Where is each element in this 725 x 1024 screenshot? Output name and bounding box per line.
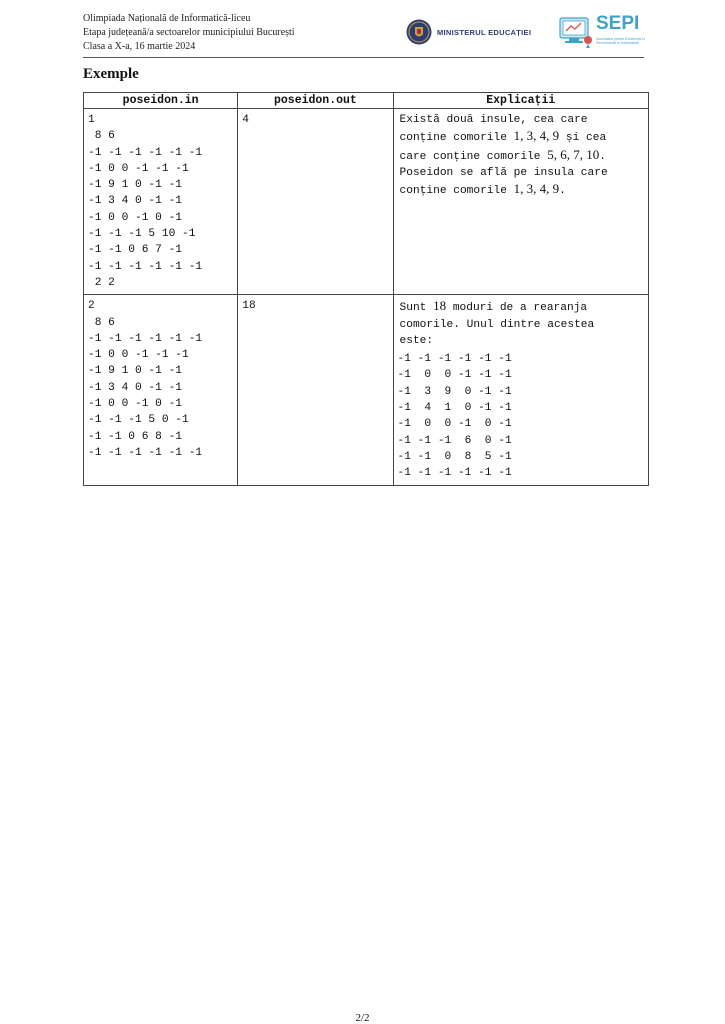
examples-table: [83, 92, 649, 486]
input-line: -1 -1 0 6 8 -1: [88, 430, 182, 443]
treasure-set-b: 5, 6, 7, 10: [547, 146, 600, 162]
input-line: -1 -1 -1 -1 -1 -1: [88, 446, 203, 459]
matrix-row: -1 -1 -1 -1 -1 -1: [397, 467, 512, 480]
ministry-logo: [406, 16, 531, 48]
explanation-text: conține comorile: [399, 185, 514, 198]
treasure-set-a: 1, 3, 4, 9: [513, 128, 560, 144]
input-line: 2 2: [88, 276, 115, 289]
input-line: -1 -1 -1 -1 -1 -1: [88, 260, 203, 273]
explanation-text: .: [599, 150, 606, 163]
header-divider: [83, 57, 644, 58]
sepi-subtitle: Societatea pentru Excelență și Performanță în Informatică: [596, 37, 645, 46]
page-number: 2/2: [355, 1012, 370, 1024]
matrix-row: -1 0 0 -1 0 -1: [397, 418, 512, 431]
output-value: 18: [242, 300, 256, 313]
explanation-text: .: [559, 185, 566, 198]
input-line: -1 0 0 -1 0 -1: [88, 398, 182, 411]
explanation-line: Poseidon se află pe insula care: [399, 166, 608, 179]
explanation-line: este:: [399, 334, 434, 347]
matrix-row: -1 -1 -1 6 0 -1: [397, 434, 512, 447]
ministry-crest-icon: [406, 19, 432, 45]
table-header-row: [84, 93, 649, 109]
output-cell: [238, 109, 393, 295]
table-row: [84, 295, 649, 485]
explanation-line: [400, 128, 647, 146]
explanation-text: moduri de a rearanja: [446, 302, 588, 315]
header-text: [83, 12, 295, 54]
explanation-line: Există două insule, cea care: [399, 114, 588, 126]
input-line: 8 6: [88, 130, 115, 143]
explanation-line: comorile. Unul dintre acestea: [399, 318, 595, 331]
explanation-cell: [393, 295, 648, 485]
input-line: -1 9 1 0 -1 -1: [88, 365, 182, 378]
output-cell: [238, 295, 393, 485]
explanation-text: care conține comorile: [399, 150, 548, 163]
matrix-row: -1 4 1 0 -1 -1: [397, 402, 512, 415]
input-line: -1 -1 -1 5 10 -1: [88, 228, 196, 241]
header-class-date: Clasa a X-a, 16 martie 2024: [83, 41, 196, 52]
matrix-row: -1 3 9 0 -1 -1: [397, 385, 512, 398]
input-cell: [84, 109, 238, 295]
input-line: 2: [88, 300, 95, 313]
header-stage: Etapa județeană/a sectoarelor municipiului București: [83, 27, 295, 38]
input-line: -1 0 0 -1 -1 -1: [88, 349, 189, 362]
explanation-cell: [393, 109, 648, 295]
header-explanations: Explicații: [393, 93, 648, 109]
input-line: 1: [88, 114, 95, 126]
treasure-set-poseidon: 1, 3, 4, 9: [513, 181, 560, 197]
input-line: -1 0 0 -1 -1 -1: [88, 162, 189, 175]
input-line: -1 -1 -1 -1 -1 -1: [88, 332, 203, 345]
output-value: 4: [242, 114, 249, 126]
sepi-logo: [557, 12, 647, 54]
matrix-row: -1 -1 0 8 5 -1: [397, 450, 512, 463]
explanation-text: Sunt: [399, 302, 434, 315]
explanation-line: [400, 181, 647, 199]
example-matrix: [395, 351, 647, 483]
input-line: -1 3 4 0 -1 -1: [88, 381, 182, 394]
explanation-line: [400, 147, 647, 165]
arrangement-count: 18: [433, 298, 447, 314]
input-line: -1 -1 0 6 7 -1: [88, 244, 182, 257]
header-input-file: poseidon.in: [84, 93, 238, 109]
sepi-wordmark: SEPI: [596, 13, 640, 34]
header-output-file: poseidon.out: [238, 93, 393, 109]
sepi-emblem-icon: [557, 14, 595, 52]
input-line: 8 6: [88, 316, 115, 329]
header-olympiad-name: Olimpiada Națională de Informatică-liceu: [83, 13, 251, 24]
ministry-label: MINISTERUL EDUCAȚIEI: [437, 27, 532, 37]
matrix-row: -1 0 0 -1 -1 -1: [397, 369, 512, 382]
table-row: [84, 109, 649, 295]
input-line: -1 3 4 0 -1 -1: [88, 195, 182, 208]
explanation-text: și cea: [559, 132, 607, 145]
explanation-text: conține comorile: [399, 132, 514, 145]
section-title: Exemple: [83, 66, 139, 82]
input-line: -1 -1 -1 -1 -1 -1: [88, 146, 203, 159]
input-cell: [84, 295, 238, 485]
matrix-row: -1 -1 -1 -1 -1 -1: [397, 353, 512, 366]
explanation-line: [400, 298, 647, 316]
input-line: -1 0 0 -1 0 -1: [88, 211, 182, 224]
input-line: -1 -1 -1 5 0 -1: [88, 414, 189, 427]
input-line: -1 9 1 0 -1 -1: [88, 179, 182, 192]
